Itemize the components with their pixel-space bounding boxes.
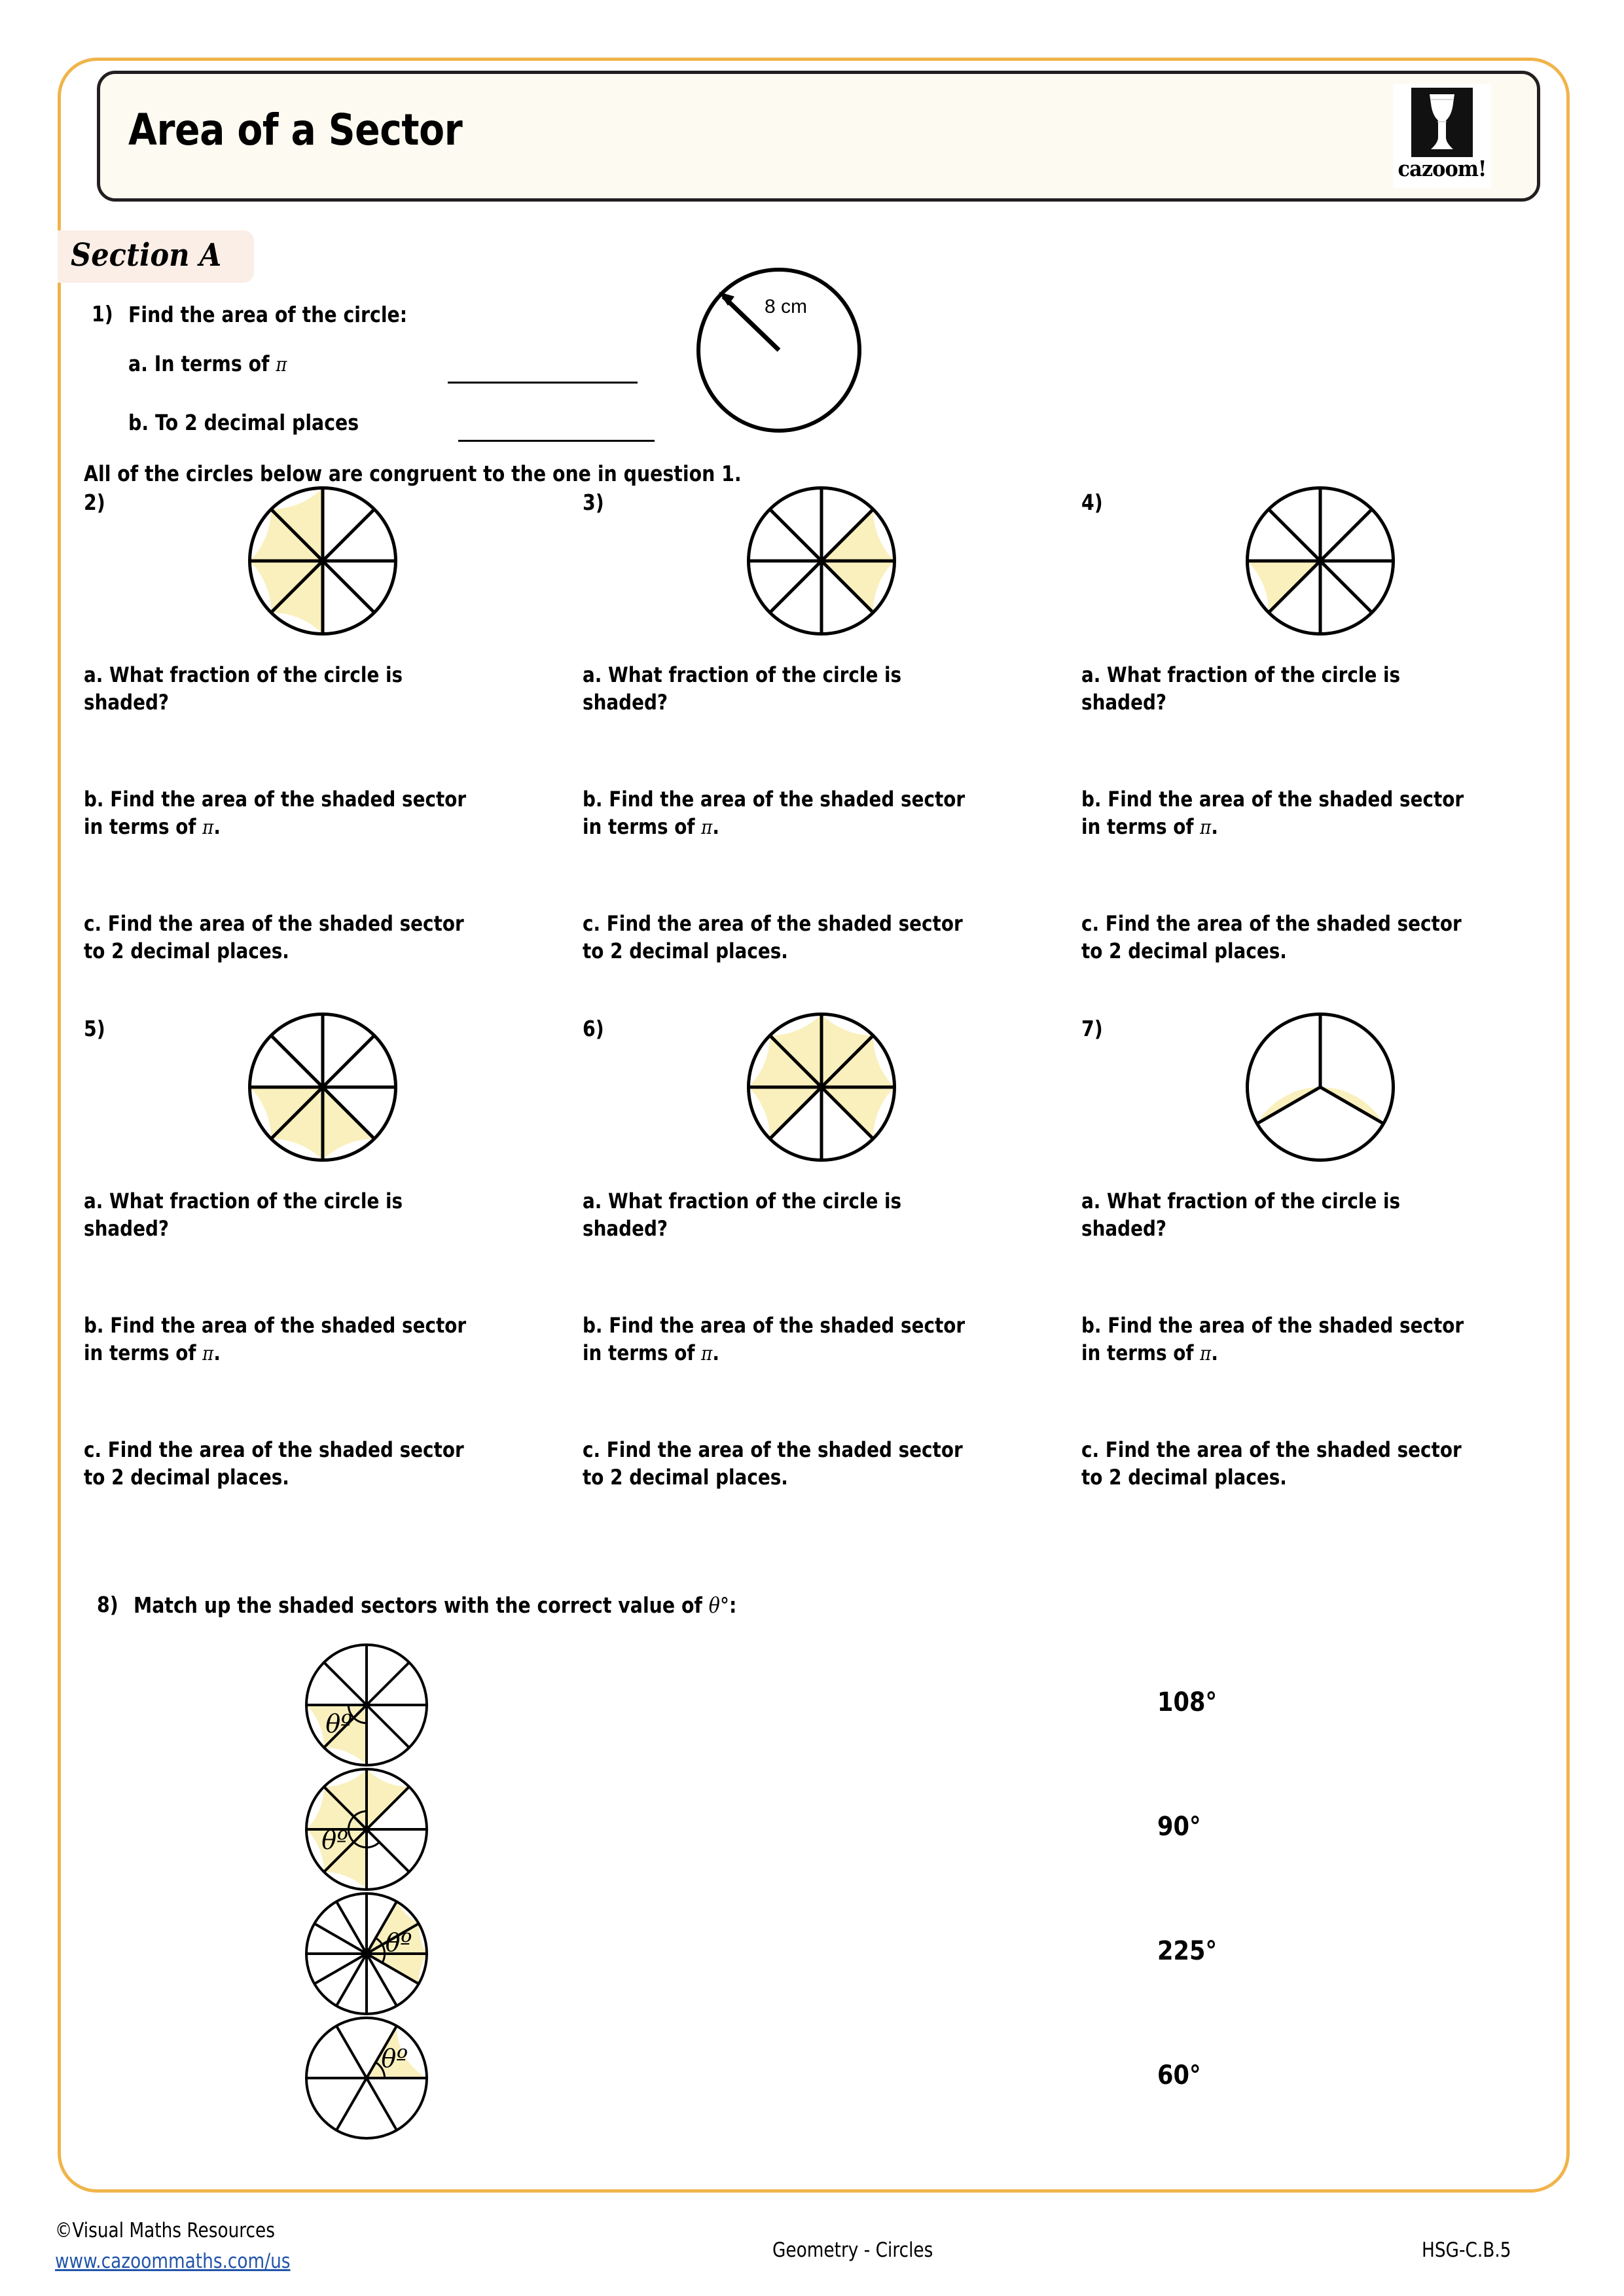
- pi-symbol: π: [1200, 816, 1212, 840]
- shaded-sector: [821, 1087, 895, 1139]
- sector-circle-diagram: [746, 486, 897, 636]
- sector-radius: [1269, 509, 1320, 561]
- sub-question-c: c. Find the area of the shaded sector to 2 decimal places.: [1081, 1437, 1462, 1490]
- sub-question-a: a. What fraction of the circle is shaded?: [583, 1189, 902, 1242]
- theta-symbol: θ°: [708, 1592, 730, 1618]
- pi-symbol: π: [202, 1342, 214, 1366]
- sector-radius: [271, 1035, 323, 1087]
- sector-radius: [1320, 509, 1372, 561]
- sub-question-b: [583, 1312, 975, 1367]
- sector-circle-diagram: [304, 1892, 429, 2016]
- page-title: Area of a Sector: [128, 105, 463, 155]
- question-1a-label: [128, 350, 287, 378]
- question-1-number: 1): [92, 301, 113, 327]
- section-label: Section A: [71, 237, 222, 274]
- theta-label: θº: [321, 1825, 348, 1855]
- match-diagram[interactable]: [304, 1643, 429, 1767]
- goblet-shape: [1427, 93, 1457, 152]
- question-1a-text: a. In terms of: [128, 351, 270, 376]
- sector-radius: [367, 2078, 397, 2130]
- sector-circle-diagram: [746, 1012, 897, 1162]
- question-number: 7): [1081, 1016, 1103, 1041]
- match-diagram[interactable]: [304, 2016, 429, 2140]
- question-8-prompt: [134, 1592, 736, 1619]
- footer-topic: Geometry - Circles: [772, 2238, 933, 2262]
- match-value[interactable]: 60°: [1157, 2060, 1201, 2090]
- sub-question-b: [1081, 1312, 1474, 1367]
- question-1b-answer-line[interactable]: [458, 440, 655, 442]
- sub-question-a: a. What fraction of the circle is shaded?: [84, 1189, 403, 1242]
- sub-question-a: a. What fraction of the circle is shaded?: [1081, 662, 1401, 715]
- footer-code: HSG-C.B.5: [1422, 2238, 1511, 2262]
- question-number: 6): [583, 1016, 604, 1041]
- question-1-circle-diagram: [694, 265, 864, 435]
- sub-question-b-text: b. Find the area of the shaded sector in terms of: [583, 787, 965, 840]
- sector-radius: [1320, 1087, 1384, 1124]
- sub-question-b: [1081, 785, 1474, 841]
- sub-question-b-period: .: [213, 1340, 221, 1366]
- question-1b-label: b. To 2 decimal places: [128, 410, 359, 435]
- logo-wordmark: cazoom!: [1398, 156, 1487, 181]
- sub-question-c: c. Find the area of the shaded sector to 2 decimal places.: [583, 911, 963, 964]
- question-number: 5): [84, 1016, 105, 1041]
- sector-circle-diagram: [304, 2016, 429, 2140]
- shaded-sector: [821, 509, 895, 561]
- sector-radius: [336, 2078, 367, 2130]
- footer-link[interactable]: www.cazoommaths.com/us: [55, 2250, 291, 2273]
- sub-question-c: c. Find the area of the shaded sector to 2 decimal places.: [84, 911, 464, 964]
- sub-question-b-text: b. Find the area of the shaded sector in terms of: [84, 787, 467, 840]
- question-circle: [746, 1012, 897, 1162]
- sector-circle-diagram: [1245, 1012, 1396, 1162]
- sector-radius: [323, 1035, 374, 1087]
- sector-radius: [367, 1829, 409, 1872]
- sub-question-b-period: .: [1211, 814, 1218, 840]
- question-number: 4): [1081, 490, 1103, 515]
- theta-label: θº: [325, 1709, 353, 1738]
- question-number: 2): [84, 490, 105, 515]
- shaded-sector: [749, 1087, 822, 1139]
- sub-question-b-period: .: [712, 1340, 719, 1366]
- sub-question-b: [84, 1312, 477, 1367]
- match-value[interactable]: 90°: [1157, 1812, 1201, 1842]
- pi-symbol: π: [276, 353, 287, 376]
- question-8-prompt-colon: :: [729, 1592, 737, 1618]
- match-diagram[interactable]: [304, 1892, 429, 2016]
- sector-radius: [367, 1705, 409, 1748]
- footer-copyright: ©Visual Maths Resources: [55, 2219, 275, 2242]
- congruent-note: All of the circles below are congruent to the one in question 1.: [84, 461, 742, 486]
- sub-question-b-text: b. Find the area of the shaded sector in terms of: [84, 1313, 467, 1366]
- sub-question-b-period: .: [712, 814, 719, 840]
- sector-circle-diagram: [304, 1767, 429, 1892]
- match-diagram[interactable]: [304, 1767, 429, 1892]
- match-value[interactable]: 108°: [1157, 1687, 1218, 1717]
- sector-radius: [336, 2026, 367, 2078]
- sector-radius: [367, 1662, 409, 1705]
- sector-radius: [324, 1662, 367, 1705]
- sub-question-a: a. What fraction of the circle is shaded?: [1081, 1189, 1401, 1242]
- pi-symbol: π: [701, 1342, 713, 1366]
- sub-question-c: c. Find the area of the shaded sector to 2 decimal places.: [1081, 911, 1462, 964]
- sector-radius: [1320, 561, 1372, 613]
- theta-label: θº: [385, 1928, 412, 1958]
- question-number: 3): [583, 490, 604, 515]
- question-1-prompt: Find the area of the circle:: [128, 302, 408, 327]
- question-circle: [1245, 1012, 1396, 1162]
- shaded-sector: [367, 1769, 409, 1829]
- sector-radius: [323, 561, 374, 613]
- pi-symbol: π: [1200, 1342, 1212, 1366]
- sub-question-b-text: b. Find the area of the shaded sector in terms of: [1081, 787, 1464, 840]
- sub-question-c: c. Find the area of the shaded sector to 2 decimal places.: [583, 1437, 963, 1490]
- pi-symbol: π: [202, 816, 214, 840]
- match-value[interactable]: 225°: [1157, 1936, 1218, 1966]
- pi-symbol: π: [701, 816, 713, 840]
- sector-circle-diagram: [247, 1012, 398, 1162]
- sub-question-b-text: b. Find the area of the shaded sector in terms of: [1081, 1313, 1464, 1366]
- question-circle: [746, 486, 897, 636]
- sub-question-b: [583, 785, 975, 841]
- sub-question-b-text: b. Find the area of the shaded sector in terms of: [583, 1313, 965, 1366]
- sector-radius: [1257, 1087, 1320, 1124]
- shaded-sector: [1257, 1087, 1383, 1124]
- sector-circle-diagram: [247, 486, 398, 636]
- shaded-sector: [323, 1087, 374, 1160]
- sector-radius: [770, 509, 821, 561]
- sector-radius: [770, 561, 821, 613]
- sub-question-a: a. What fraction of the circle is shaded?: [84, 662, 403, 715]
- question-circle: [247, 486, 398, 636]
- sector-circle-diagram: [1245, 486, 1396, 636]
- shaded-sector: [1248, 561, 1321, 613]
- question-8-prompt-text: Match up the shaded sectors with the correct value of: [134, 1592, 702, 1618]
- question-8-number: 8): [97, 1592, 118, 1617]
- sub-question-a: a. What fraction of the circle is shaded?: [583, 662, 902, 715]
- sector-circle-diagram: [304, 1643, 429, 1767]
- question-circle: [1245, 486, 1396, 636]
- radius-label: 8 cm: [765, 296, 808, 317]
- sector-radius: [323, 509, 374, 561]
- cazoom-logo: [1393, 84, 1491, 188]
- theta-label: θº: [381, 2044, 408, 2073]
- sub-question-b-period: .: [213, 814, 221, 840]
- shaded-sector: [821, 561, 895, 613]
- question-circle: [247, 1012, 398, 1162]
- goblet-icon: [1411, 88, 1473, 157]
- sub-question-b: [84, 785, 477, 841]
- sub-question-b-period: .: [1211, 1340, 1218, 1366]
- sub-question-c: c. Find the area of the shaded sector to 2 decimal places.: [84, 1437, 464, 1490]
- question-1a-answer-line[interactable]: [448, 382, 638, 384]
